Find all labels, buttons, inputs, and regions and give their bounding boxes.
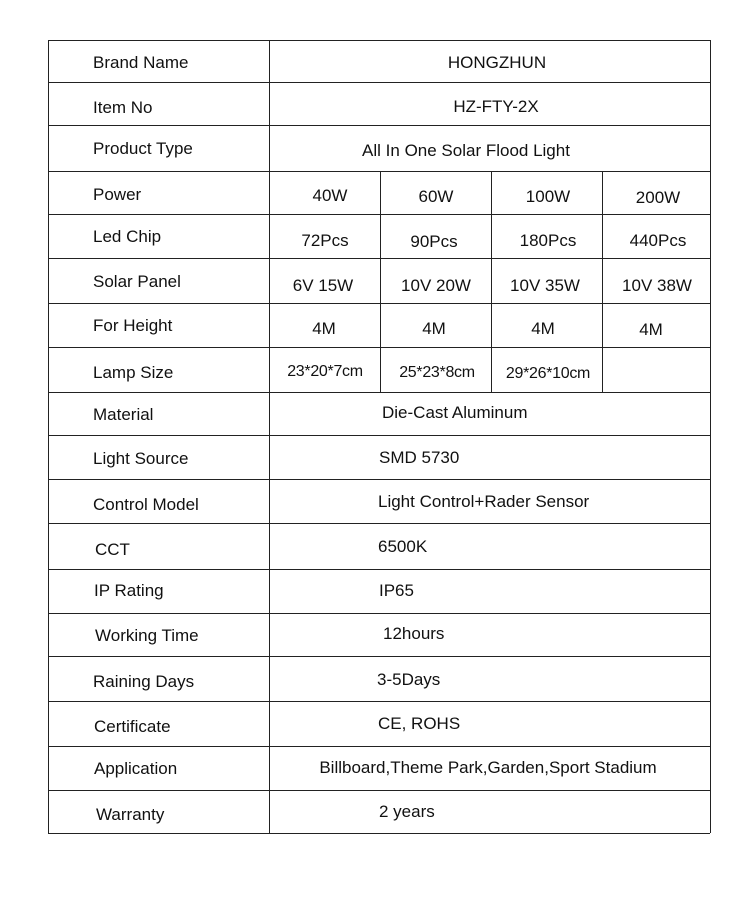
row-label-warranty: Warranty xyxy=(96,805,165,824)
row-value-application: Billboard,Theme Park,Garden,Sport Stadium xyxy=(319,758,657,777)
height-100w: 4M xyxy=(531,319,555,338)
row-value-cct: 6500K xyxy=(378,537,428,556)
grid-line xyxy=(48,790,710,791)
row-value-material: Die-Cast Aluminum xyxy=(382,403,528,422)
row-label-lamp-size: Lamp Size xyxy=(93,363,174,382)
row-value-working-time: 12hours xyxy=(383,624,445,643)
grid-line xyxy=(48,435,710,436)
lamp-size-60w: 25*23*8cm xyxy=(399,364,475,381)
grid-line xyxy=(48,569,710,570)
row-value-product-type: All In One Solar Flood Light xyxy=(362,141,570,160)
grid-line xyxy=(48,613,710,614)
row-label-product-type: Product Type xyxy=(93,139,193,158)
power-100w: 100W xyxy=(525,187,571,206)
height-60w: 4M xyxy=(422,319,446,338)
grid-line xyxy=(48,701,710,702)
grid-line xyxy=(48,523,710,524)
lamp-size-40w: 23*20*7cm xyxy=(287,363,363,380)
solar-panel-60w: 10V 20W xyxy=(401,276,471,295)
grid-line xyxy=(602,171,603,392)
solar-panel-40w: 6V 15W xyxy=(292,276,354,295)
row-label-certificate: Certificate xyxy=(94,717,171,736)
height-40w: 4M xyxy=(312,319,336,338)
grid-line xyxy=(48,479,710,480)
power-60w: 60W xyxy=(418,187,454,206)
grid-line xyxy=(710,40,711,833)
row-label-for-height: For Height xyxy=(93,316,173,335)
lamp-size-100w: 29*26*10cm xyxy=(505,365,591,382)
grid-line xyxy=(48,746,710,747)
row-value-raining-days: 3-5Days xyxy=(377,670,441,689)
solar-panel-200w: 10V 38W xyxy=(622,276,692,295)
led-chip-200w: 440Pcs xyxy=(629,231,687,250)
row-label-ip-rating: IP Rating xyxy=(94,581,164,600)
row-value-light-source: SMD 5730 xyxy=(379,448,460,467)
grid-line xyxy=(269,40,270,833)
row-value-warranty: 2 years xyxy=(379,802,435,821)
grid-line xyxy=(48,82,710,83)
row-value-ip-rating: IP65 xyxy=(379,581,414,600)
power-40w: 40W xyxy=(312,186,348,205)
led-chip-40w: 72Pcs xyxy=(301,231,349,250)
led-chip-60w: 90Pcs xyxy=(410,232,458,251)
row-value-item-no: HZ-FTY-2X xyxy=(453,97,539,116)
row-label-solar-panel: Solar Panel xyxy=(93,272,181,291)
grid-line xyxy=(48,347,710,348)
row-value-certificate: CE, ROHS xyxy=(378,714,461,733)
row-label-application: Application xyxy=(94,759,178,778)
row-label-item-no: Item No xyxy=(93,98,153,117)
grid-line xyxy=(48,656,710,657)
row-label-raining-days: Raining Days xyxy=(93,672,195,691)
row-label-brand-name: Brand Name xyxy=(93,53,189,72)
grid-line xyxy=(48,392,710,393)
row-label-working-time: Working Time xyxy=(95,626,199,645)
row-label-cct: CCT xyxy=(95,540,130,559)
row-label-material: Material xyxy=(93,405,154,424)
grid-line xyxy=(48,125,710,126)
row-label-power: Power xyxy=(93,185,142,204)
led-chip-100w: 180Pcs xyxy=(519,231,577,250)
grid-line xyxy=(48,171,710,172)
grid-line xyxy=(48,40,49,833)
row-label-control-model: Control Model xyxy=(93,495,199,514)
row-value-brand-name: HONGZHUN xyxy=(447,53,547,72)
row-label-led-chip: Led Chip xyxy=(93,227,162,246)
height-200w: 4M xyxy=(639,320,663,339)
row-value-control-model: Light Control+Rader Sensor xyxy=(378,492,590,511)
row-label-light-source: Light Source xyxy=(93,449,189,468)
solar-panel-100w: 10V 35W xyxy=(510,276,580,295)
grid-line xyxy=(491,171,492,392)
grid-line xyxy=(48,214,710,215)
grid-line xyxy=(48,258,710,259)
grid-line xyxy=(48,833,710,834)
grid-line xyxy=(380,171,381,392)
spec-table xyxy=(48,40,710,833)
grid-line xyxy=(48,303,710,304)
power-200w: 200W xyxy=(635,188,681,207)
grid-line xyxy=(48,40,710,41)
